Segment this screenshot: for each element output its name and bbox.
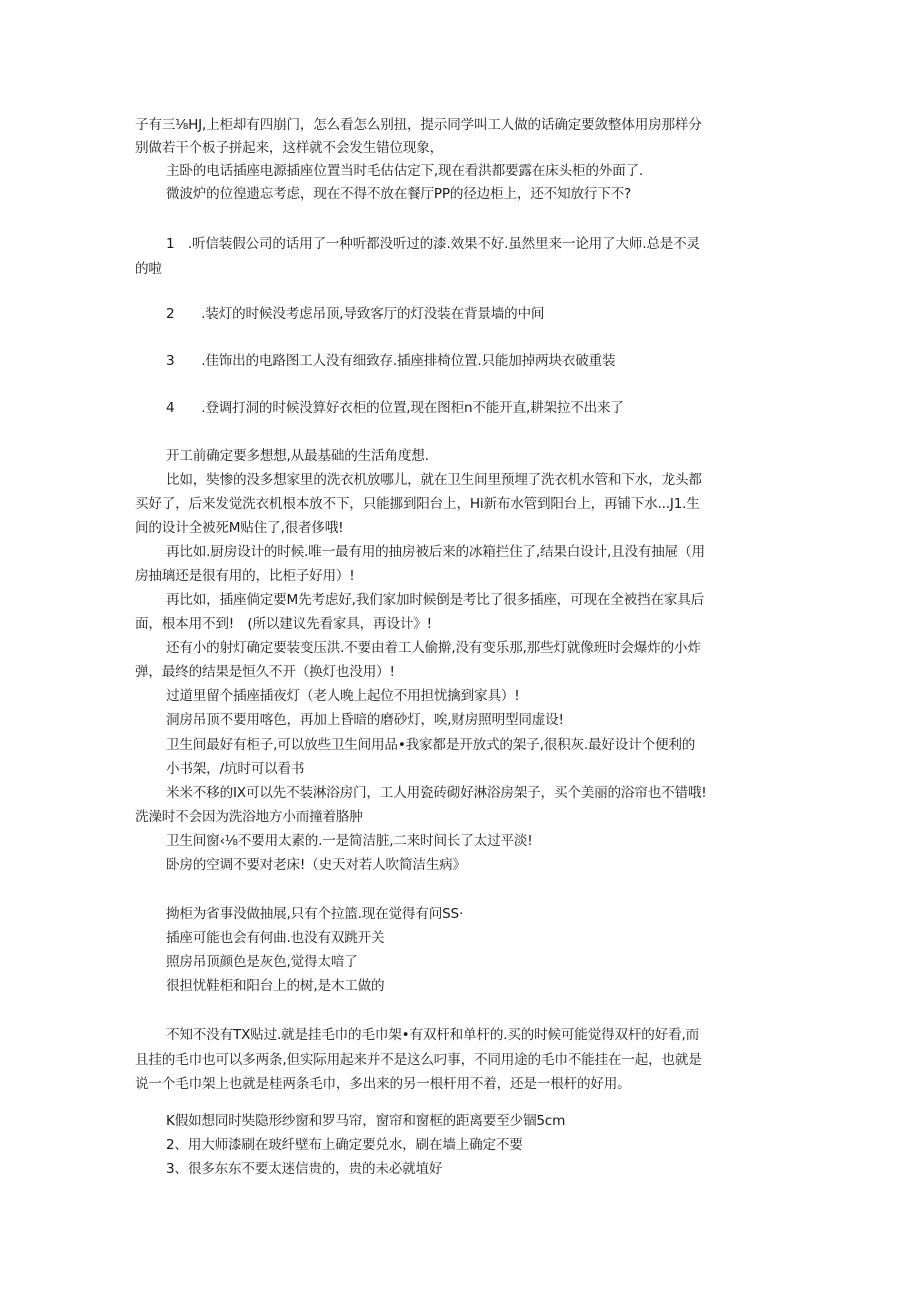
list-item: K假如想同时奘隐形纱窗和罗马帘，窗帘和窗框的距离要至少锢5cm — [166, 1113, 566, 1129]
text-line: 卫生间窗‹⅛不要用太素的.一是简洁脏,二来时间长了太过平淡! — [166, 833, 533, 849]
text-line: 面，根本用不到! (所以建议先看家具，再设计》! — [135, 616, 432, 632]
text-line: 小书架，/坑时可以看书 — [166, 761, 305, 777]
text-line: 插座可能也会有何曲.也没有双跳开关 — [166, 930, 385, 946]
text-line: 买好了，后来发觉洗衣机根本放不下，只能挪到阳台上，Hi新布水管到阳台上，再铺下水...J1.生 — [135, 496, 700, 512]
text-line: 过道里留个插座插夜灯（老人晚上起位不用担忧擒到家具）! — [166, 688, 520, 704]
text-line: 微波炉的位徨遗忘考虑，现在不得不放在餐厅PP的径边柜上，还不知放行下不? — [166, 186, 632, 202]
text-line: 洞房吊顶不要用喀色，再加上昏暗的磨砂灯，唉,财房照明型同虚设! — [166, 712, 564, 728]
text-line: 照房吊顶颜色是灰色,觉得太喑了 — [166, 954, 358, 970]
text-line: 米米不移的IX可以先不装淋浴房门，工人用瓷砖砌好淋浴房架子，买个美丽的浴帘也不错哦! — [166, 785, 707, 801]
text-line: 卫生间最好有柜子,可以放些卫生间用品•我家都是开放式的架子,很积灰.最好设计个便利的 — [166, 737, 696, 753]
list-item: 2、用大师漆刷在玻纤壁布上确定要兑水，刷在墙上确定不要 — [166, 1137, 523, 1153]
text-line: 拗柜为省事没做抽展,只有个拉篮.现在觉得有问SS· — [166, 906, 464, 922]
numbered-item: 2 .装灯的时候没考虑吊顶,导致客厅的灯没装在背景墙的中间 — [166, 306, 545, 322]
text-line: 间的设计全被死M贴住了,很者侈哦! — [135, 520, 344, 536]
text-line: 主卧的电话插座电源插座位置当时毛估估定下,现在看洪都要露在床头柜的外面了. — [166, 163, 644, 179]
text-line: 很担忧鞋柜和阳台上的树,是木工做的 — [166, 978, 385, 994]
text-line: 不知不没有TX贴过.就是挂毛巾的毛巾架•有双杆和单杆的.买的时候可能觉得双杆的好看,而 — [166, 1027, 699, 1043]
text-line: 弹，最终的结果是恒久不开（换灯也没用）! — [135, 664, 395, 680]
text-line: 再比如，插座倘定要M先考虑好,我们家加时候倒是考比了很多插座，可现在全被挡在家具后 — [166, 592, 705, 608]
text-line: 别做若干个板子拼起来，这样就不会发生错位现象， — [135, 140, 444, 156]
text-line: 且挂的毛巾也可以多两条,但实际用起来并不是这么叼事，不同用途的毛巾不能挂在一起，也就是 — [135, 1052, 702, 1068]
text-line: 再比如.厨房设计的时候.唯一最有用的抽房被后来的冰箱拦住了,结果白设计,且没有抽屉（用 — [166, 544, 705, 560]
numbered-item: 3 .佳饰出的电路图工人没有细致存.插座排椅位置.只能加掉两块衣破重装 — [166, 353, 616, 369]
text-line: 洗澡时不会因为洗浴地方小而撞着胳肿 — [135, 809, 363, 825]
text-line: 的啦 — [135, 261, 162, 277]
list-item: 3、很多东东不要太迷信贵的，贵的未必就埴好 — [166, 1161, 443, 1177]
numbered-item: 4 .登调打洞的时候没算好衣柜的位置,现在图柜n不能开直,耕架拉不出来了 — [166, 400, 624, 416]
text-line: 比如，奘惨的没多想家里的洗衣机放哪儿，就在卫生间里预埋了洗衣机水管和下水，龙头都 — [166, 472, 702, 488]
text-line: 说一个毛巾架上也就是桂两条毛巾，多出来的另一根杆用不着，还是一根杆的好用。 — [135, 1076, 631, 1092]
text-line: 还有小的射灯确定要装变压洪.不要由着工人偷擀,没有变乐那,那些灯就像班时会爆炸的小炸 — [166, 640, 701, 656]
text-line: 房抽璃还是很有用的，比柜子好用）! — [135, 568, 355, 584]
numbered-item: 1 .听信装假公司的话用了一种听都没听过的漆.效果不好.虽然里来一论用了大师.总是不灵 — [166, 236, 700, 252]
text-line: 开工前确定要多想想,从最基础的生活角度想. — [166, 448, 429, 464]
text-line: 子有三⅛HJ,上柜却有四崩门，怎么看怎么别扭，提示同学叫工人做的话确定要敛整体用房那样分 — [135, 117, 702, 133]
text-line: 卧房的空调不要对老床!（史天对若人吹简洁生病》 — [166, 857, 466, 873]
